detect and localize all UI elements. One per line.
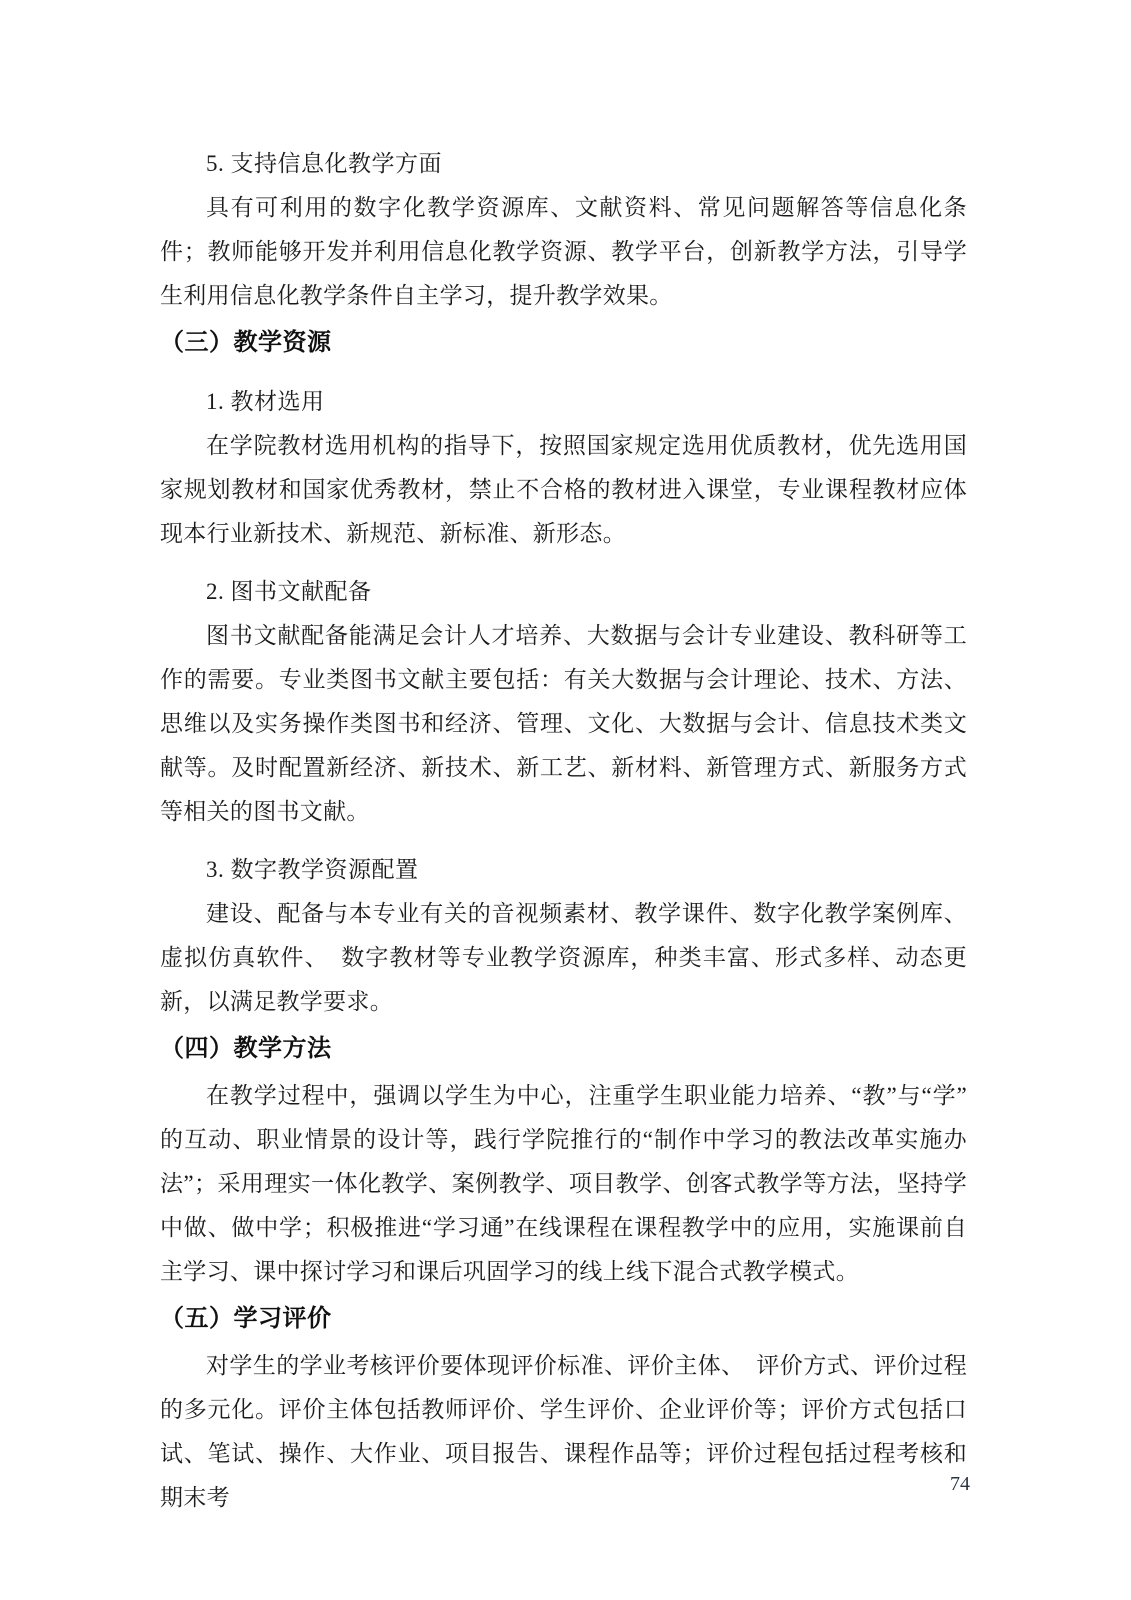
subheading-5-informatization-teaching: 5. 支持信息化教学方面 bbox=[206, 151, 442, 176]
section-heading-4-teaching-methods: （四）教学方法 bbox=[160, 1035, 332, 1062]
section-heading-3-teaching-resources: （三）教学资源 bbox=[160, 329, 332, 356]
paragraph-informatization-conditions: 具有可利用的数字化教学资源库、文献资料、常见问题解答等信息化条件；教师能够开发并利用信息化教学资源、教学平台，创新教学方法，引导学生利用信息化教学条件自主学习，提升教学效果。 bbox=[160, 195, 967, 308]
subheading-3-digital-resources: 3. 数字教学资源配置 bbox=[206, 857, 419, 882]
paragraph-digital-resources: 建设、配备与本专业有关的音视频素材、教学课件、数字化教学案例库、虚拟仿真软件、 数字教材等专业教学资源库，种类丰富、形式多样、动态更新，以满足教学要求。 bbox=[160, 901, 967, 1014]
subheading-1-textbook-selection: 1. 教材选用 bbox=[206, 389, 325, 414]
section-heading-5-learning-evaluation: （五）学习评价 bbox=[160, 1305, 332, 1332]
paragraph-teaching-methods: 在教学过程中，强调以学生为中心，注重学生职业能力培养、“教”与“学”的互动、职业情景的设计等，践行学院推行的“制作中学习的教法改革实施办法”；采用理实一体化教学、案例教学、项目教学、创客式教学等方法，坚持学中做、做中学；积极推进“学习通”在线课程在课程教学中的应用，实施课前自主学习、课中探讨学习和课后巩固学习的线上线下混合式教学模式。 bbox=[160, 1083, 967, 1284]
paragraph-textbook-selection: 在学院教材选用机构的指导下，按照国家规定选用优质教材，优先选用国家规划教材和国家优秀教材，禁止不合格的教材进入课堂，专业课程教材应体现本行业新技术、新规范、新标准、新形态。 bbox=[160, 433, 967, 546]
subheading-2-library-literature: 2. 图书文献配备 bbox=[206, 579, 372, 604]
page-content bbox=[160, 128, 967, 1520]
paragraph-learning-evaluation: 对学生的学业考核评价要体现评价标准、评价主体、 评价方式、评价过程的多元化。评价主体包括教师评价、学生评价、企业评价等；评价方式包括口试、笔试、操作、大作业、项目报告、课程作品等；评价过程包括过程考核和期末考 bbox=[160, 1353, 967, 1510]
paragraph-library-literature: 图书文献配备能满足会计人才培养、大数据与会计专业建设、教科研等工作的需要。专业类图书文献主要包括：有关大数据与会计理论、技术、方法、思维以及实务操作类图书和经济、管理、文化、大数据与会计、信息技术类文献等。及时配置新经济、新技术、新工艺、新材料、新管理方式、新服务方式等相关的图书文献。 bbox=[160, 623, 967, 824]
page-number: 74 bbox=[950, 1473, 970, 1495]
